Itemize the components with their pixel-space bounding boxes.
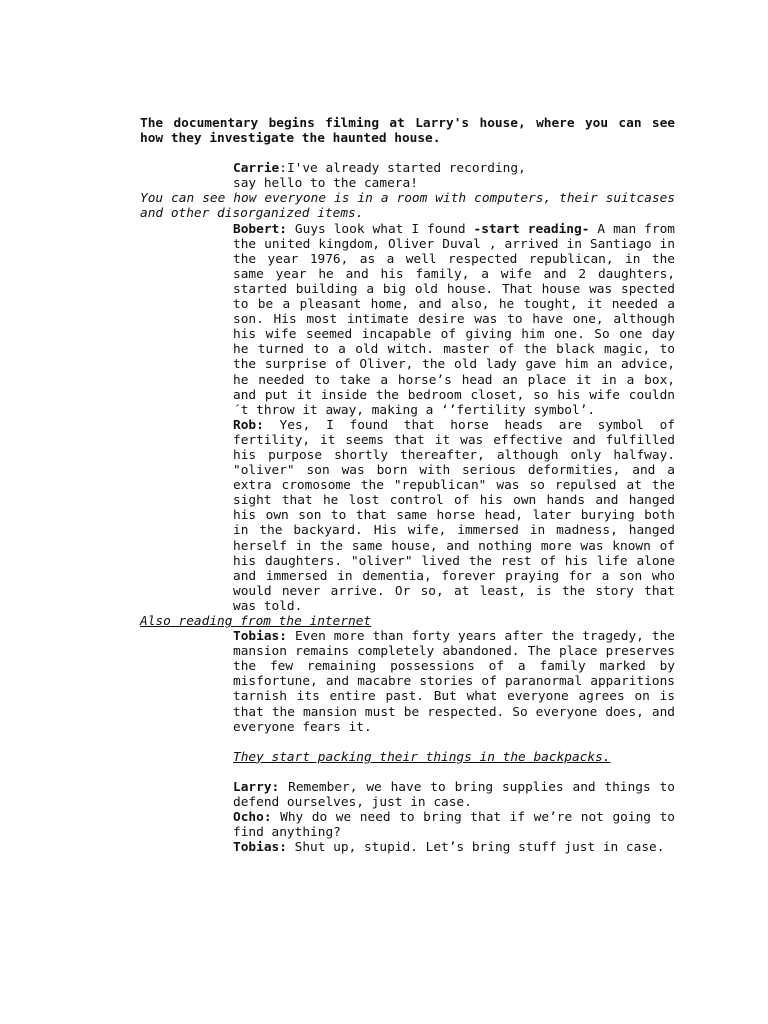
speaker-tobias-1: Tobias:	[233, 629, 287, 645]
carrie-dialogue	[233, 161, 675, 191]
carrie-line-1: :I've already started recording,	[279, 161, 526, 177]
larry-dialogue	[233, 780, 675, 810]
intro-paragraph: The documentary begins filming at Larry's house, where you can see how they investigate the haunted house.	[140, 116, 675, 147]
tobias-dialogue-2	[233, 840, 675, 855]
ocho-dialogue	[233, 810, 675, 840]
tobias-text-1: Even more than forty years after the tragedy, the mansion remains completely abandoned. The place preserves the few remaining possessions of a family marked by misfortune, and macabre stories of paranormal apparitions tarnish its entire past. But what everyone agrees on is that the mansion must be respected. So everyone does, and everyone fears it.	[233, 629, 675, 735]
larry-text: Remember, we have to bring supplies and things to defend ourselves, just in case.	[233, 779, 675, 810]
stage-direction-internet-text: Also reading from the internet	[140, 614, 372, 629]
tobias-dialogue-1	[233, 629, 675, 735]
tobias-text-2: Shut up, stupid. Let’s bring stuff just in case.	[286, 840, 665, 856]
spacer	[140, 765, 675, 780]
stage-direction-packing	[233, 750, 675, 765]
spacer	[140, 735, 675, 750]
rob-text: Yes, I found that horse heads are symbol of fertility, it seems that it was effective and fulfilled his purpose shortly thereafter, although only halfway. "oliver" son was born with serious deformities, and a extra cromosome the "republican" was so repulsed at the sight that he lost control of his own hands and hanged his own son to that same horse head, later burying both in the backyard. His wife, immersed in madness, hanged herself in the same house, and nothing more was known of his daughters. "oliver" lived the rest of his life alone and immersed in dementia, forever praying for a son who would never arrive. Or so, at least, is the story that was told.	[233, 417, 675, 614]
ocho-text: Why do we need to bring that if we’re not going to find anything?	[233, 810, 675, 841]
bobert-text-post: A man from the united kingdom, Oliver Duval , arrived in Santiago in the year 1976, as a well respected republican, in the same year he and his family, a wife and 2 daughters, started building a big old house. That house was spected to be a pleasant home, and also, he tought, it needed a son. His most intimate desire was to have one, although his wife seemed incapable of giving him one. So one day he turned to a old witch. master of the black magic, to the surprise of Oliver, the old lady gave him an advice, he needed to take a horse’s head an place it in a box, and put it inside the bedroom closet, so his wife couldn´t throw it away, making a ‘’fertility symbol’.	[233, 221, 676, 418]
script-page	[140, 116, 675, 855]
speaker-ocho: Ocho:	[233, 810, 272, 826]
speaker-rob: Rob:	[233, 417, 264, 433]
stage-direction-internet	[140, 614, 675, 629]
speaker-larry: Larry:	[233, 779, 280, 795]
bobert-dialogue	[233, 222, 675, 418]
carrie-line-2: say hello to the camera!	[233, 176, 418, 192]
spacer	[140, 146, 675, 161]
stage-direction-packing-text: They start packing their things in the backpacks.	[233, 749, 611, 765]
speaker-tobias-2: Tobias:	[233, 840, 287, 856]
bobert-start-reading: -start reading-	[473, 221, 590, 237]
speaker-bobert: Bobert:	[233, 221, 287, 237]
bobert-text-pre: Guys look what I found	[286, 221, 474, 237]
rob-dialogue	[233, 418, 675, 614]
stage-direction-room: You can see how everyone is in a room with computers, their suitcases and other disorganized items.	[140, 191, 675, 222]
speaker-carrie: Carrie	[233, 161, 280, 177]
